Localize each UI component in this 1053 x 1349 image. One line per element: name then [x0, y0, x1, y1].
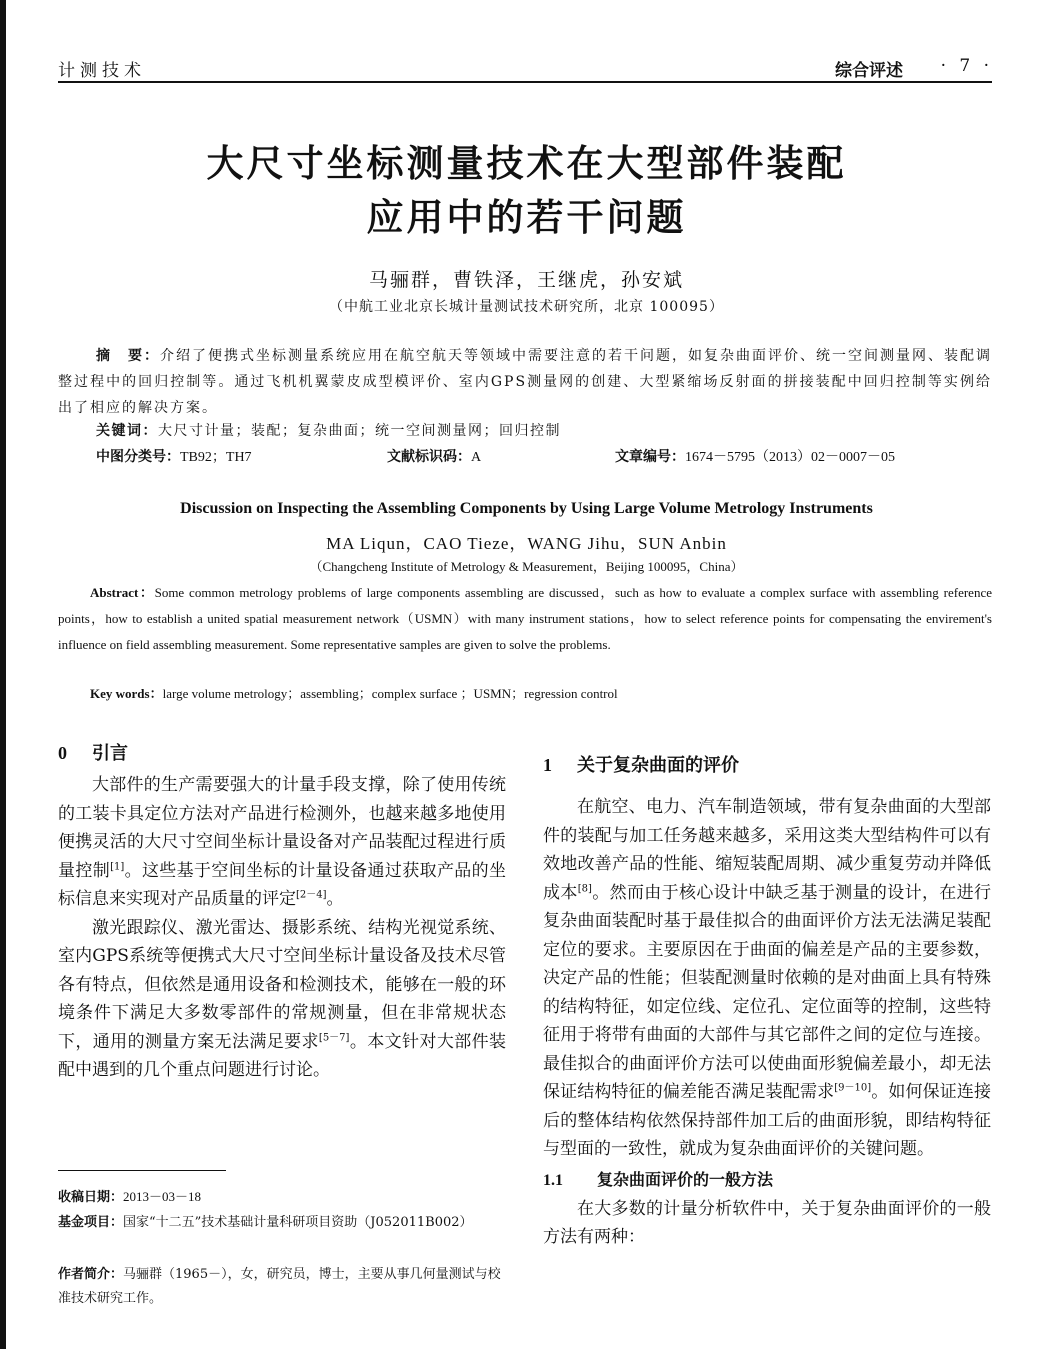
section-0-number: 0	[58, 743, 67, 763]
author-bio-label: 作者简介：	[58, 1267, 124, 1282]
article-no-value: 1674－5795（2013）02－0007－05	[685, 450, 895, 465]
abstract-cn-label: 摘 要：	[96, 348, 160, 364]
section-1-title: 关于复杂曲面的评价	[577, 755, 739, 776]
english-keywords	[90, 683, 618, 702]
intro-p2-text-b: 。本文针对大部件装配中遇到的几个重点问题进行讨论。	[58, 1031, 507, 1080]
section-1-number: 1	[543, 755, 552, 775]
footnote-fund	[58, 1211, 506, 1235]
intro-paragraph-2	[58, 914, 506, 1085]
doc-code-label: 文献标识码：	[387, 449, 471, 465]
keywords-cn-text: 大尺寸计量；装配；复杂曲面；统一空间测量网；回归控制	[158, 423, 561, 439]
english-authors: MA Liqun，CAO Tieze，WANG Jihu，SUN Anbin	[326, 534, 727, 553]
fund-text: 国家“十二五”技术基础计量科研项目资助（J052011B002）	[123, 1215, 473, 1230]
intro-paragraph-1	[58, 771, 506, 914]
english-keywords-label: Key words：	[90, 686, 163, 701]
section-label: 综合评述	[835, 61, 903, 81]
english-keywords-text: large volume metrology；assembling；complex surface ；USMN；regression control	[162, 686, 618, 701]
english-abstract-label: Abstract：	[90, 585, 155, 600]
citation-ref: [8]	[577, 882, 592, 894]
page-number: · 7 ·	[940, 56, 993, 76]
citation-ref: [1]	[110, 860, 125, 872]
subsection-1-1-paragraph: 在大多数的计量分析软件中，关于复杂曲面评价的一般方法有两种：	[543, 1198, 991, 1247]
right-column	[543, 752, 991, 1252]
received-label: 收稿日期：	[58, 1190, 124, 1205]
clc-value: TB92；TH7	[180, 450, 252, 465]
subsection-1-1-title: 复杂曲面评价的一般方法	[597, 1169, 774, 1189]
doc-code-field	[387, 446, 481, 466]
intro-p1-text-b: 。这些基于空间坐标的计量设备通过获取产品的坐标信息来实现对产品质量的评定	[58, 860, 507, 909]
received-date: 2013－03－18	[123, 1189, 202, 1204]
section-0-title: 引言	[92, 743, 128, 764]
citation-ref: [2－4]	[296, 889, 327, 901]
keywords-cn	[96, 420, 561, 440]
footnote-rule	[58, 1170, 226, 1171]
title-line-1: 大尺寸坐标测量技术在大型部件装配	[206, 142, 847, 185]
footnote-received	[58, 1185, 506, 1210]
article-no-field	[615, 446, 895, 466]
authors: 马骊群，曹铁泽，王继虎，孙安斌	[368, 269, 684, 291]
english-affiliation: （Changcheng Institute of Metrology & Measurement，Beijing 100095，China）	[309, 559, 744, 574]
intro-p1-text-c: 。	[326, 889, 344, 909]
article-no-label: 文章编号：	[615, 449, 685, 465]
section-1-paragraph-1	[543, 793, 991, 1164]
citation-ref: [9－10]	[834, 1082, 872, 1094]
keywords-cn-label: 关键词：	[96, 423, 158, 439]
subsection-1-1-number: 1.1	[543, 1171, 563, 1189]
english-abstract	[58, 580, 992, 658]
s1-p1-text-c: 。如何保证连接后的整体结构依然保持部件加工后的曲面形貌，即结构特征与型面的一致性，就成为复杂曲面评价的关键问题。	[543, 1082, 992, 1159]
footnote-author	[58, 1263, 506, 1311]
author-bio-text: 马骊群（1965－），女，研究员，博士，主要从事几何量测试与校准技术研究工作。	[58, 1267, 501, 1306]
doc-code-value: A	[471, 450, 482, 465]
abstract-cn-text: 介绍了便携式坐标测量系统应用在航空航天等领域中需要注意的若干问题，如复杂曲面评价、统一空间测量网、装配调整过程中的回归控制等。通过飞机机翼蒙皮成型模评价、室内GPS测量网的创建、大型紧缩场反射面的拼接装配中回归控制等实例给出了相应的解决方案。	[58, 348, 992, 416]
title-line-2: 应用中的若干问题	[366, 196, 687, 239]
intro-p1-text-a: 大部件的生产需要强大的计量手段支撑，除了使用传统的工装卡具定位方法对产品进行检测外，也越来越多地使用便携灵活的大尺寸空间坐标计量设备对产品装配过程进行质量控制	[58, 775, 506, 881]
intro-p2-text-a: 激光跟踪仪、激光雷达、摄影系统、结构光视觉系统、室内GPS系统等便携式大尺寸空间坐标计量设备及技术尽管各有特点，但依然是通用设备和检测技术，能够在一般的环境条件下满足大多数零部件的常规测量，但在非常规状态下，通用的测量方案无法满足要求	[58, 917, 506, 1052]
clc-label: 中图分类号：	[96, 449, 180, 465]
section-0-heading	[58, 740, 506, 767]
header-rule	[58, 81, 992, 83]
section-1-heading	[543, 752, 991, 779]
left-column	[58, 740, 506, 1085]
s1-p1-text-a: 在航空、电力、汽车制造领域，带有复杂曲面的大型部件的装配与加工任务越来越多，采用这类大型结构件可以有效地改善产品的性能、缩短装配周期、减少重复劳动并降低成本	[543, 797, 991, 903]
english-title: Discussion on Inspecting the Assembling Components by Using Large Volume Metrology Instruments	[180, 500, 873, 517]
clc-field	[96, 446, 252, 466]
subsection-1-1-heading	[543, 1166, 991, 1195]
abstract-cn	[58, 343, 992, 421]
s1-p1-text-b: 。然而由于核心设计中缺乏基于测量的设计，在进行复杂曲面装配时基于最佳拟合的曲面评价方法无法满足装配定位的要求。主要原因在于曲面的偏差是产品的主要参数，决定产品的性能；但装配测量时依赖的是对曲面上具有特殊的结构特征，如定位线、定位孔、定位面等的控制，这些特征用于将带有曲面的大部件与其它部件之间的定位与连接。最佳拟合的曲面评价方法可以使曲面形貌偏差最小，却无法保证结构特征的偏差能否满足装配需求	[543, 882, 992, 1102]
journal-name: 计测技术	[58, 61, 146, 81]
english-abstract-text: Some common metrology problems of large components assembling are discussed，such as how to evaluate a complex surface with assembling reference points，how to establish a united spatial measurement network（USMN）with many instrument stations，how to select reference points for compensating the envirement's influence on field assembling measurement. Some representative samples are given to solve the problems.	[58, 585, 992, 652]
fund-label: 基金项目：	[58, 1215, 124, 1230]
citation-ref: [5－7]	[318, 1031, 350, 1043]
affiliation: （中航工业北京长城计量测试技术研究所，北京 100095）	[329, 299, 724, 315]
